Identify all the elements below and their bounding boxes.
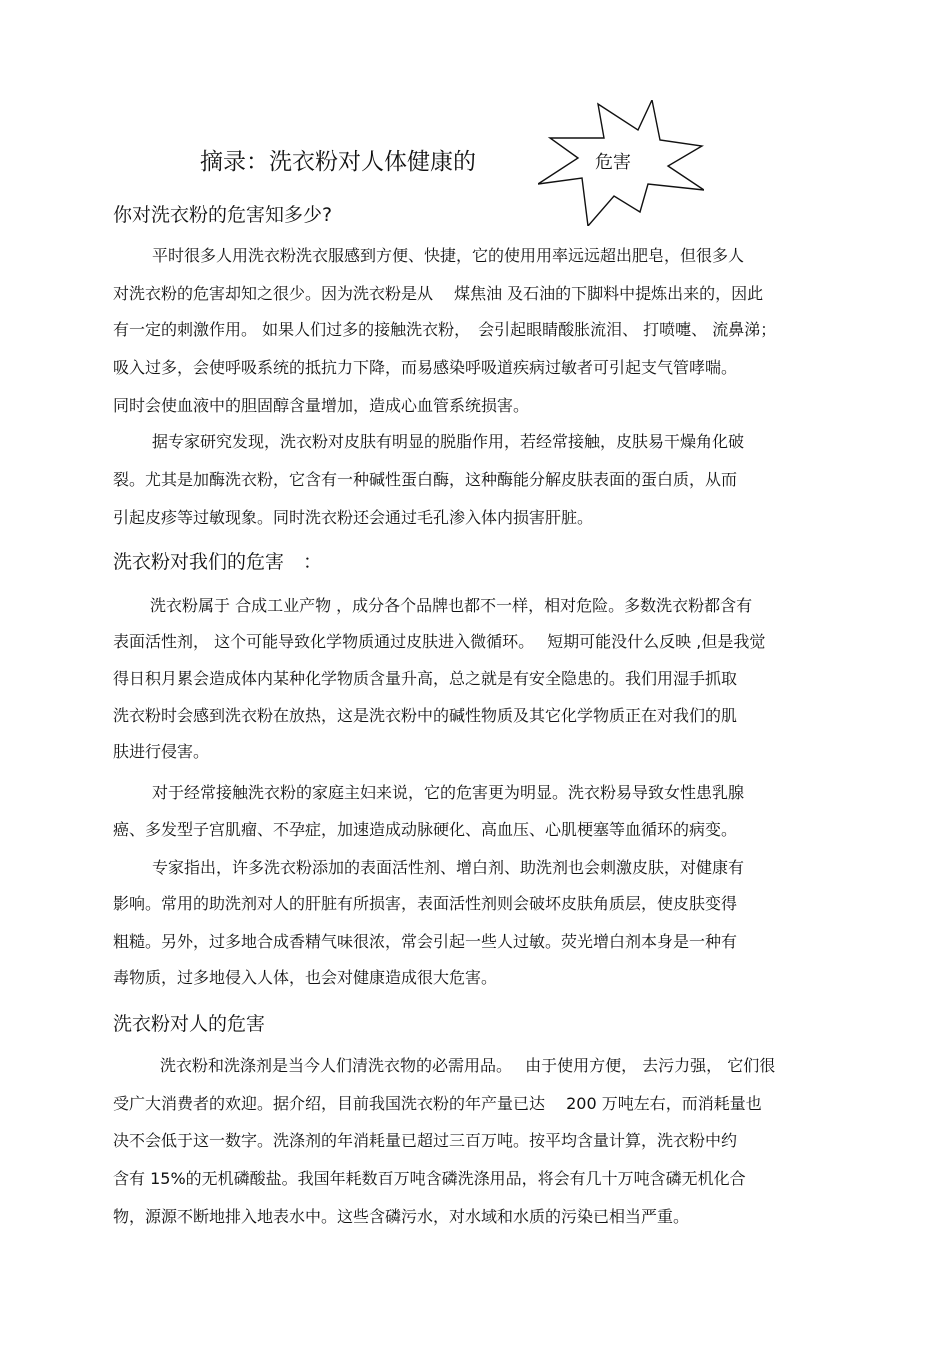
page-title: 摘录：洗衣粉对人体健康的 [200, 149, 476, 175]
text-line: 癌、多发型子宫肌瘤、不孕症，加速造成动脉硬化、高血压、心肌梗塞等血循环的病变。 [113, 820, 738, 839]
text-line: 有一定的刺激作用。 如果人们过多的接触洗衣粉， 会引起眼睛酸胀流泪、 打喷嚏、 流鼻涕； [113, 320, 777, 339]
text-line: 受广大消费者的欢迎。据介绍，目前我国洗衣粉的年产量已达 200 万吨左右，而消耗量也 [113, 1094, 762, 1113]
text-line: 对于经常接触洗衣粉的家庭主妇来说，它的危害更为明显。洗衣粉易导致女性患乳腺 [152, 783, 745, 802]
text-line: 洗衣粉属于 合成工业产物 ，成分各个品牌也都不一样，相对危险。多数洗衣粉都含有 [150, 596, 753, 615]
text-line: 同时会使血液中的胆固醇含量增加，造成心血管系统损害。 [113, 396, 530, 415]
section-heading: 你对洗衣粉的危害知多少? [113, 204, 333, 226]
text-line: 决不会低于这一数字。洗涤剂的年消耗量已超过三百万吨。按平均含量计算，洗衣粉中约 [113, 1131, 738, 1150]
text-line: 得日积月累会造成体内某种化学物质含量升高，总之就是有安全隐患的。我们用湿手抓取 [113, 669, 738, 688]
text-line: 物，源源不断地排入地表水中。这些含磷污水，对水域和水质的污染已相当严重。 [113, 1207, 690, 1226]
text-line: 表面活性剂， 这个可能导致化学物质通过皮肤进入微循环。 短期可能没什么反映 ,但是我觉 [113, 632, 766, 651]
text-line: 吸入过多，会使呼吸系统的抵抗力下降，而易感染呼吸道疾病过敏者可引起支气管哮喘。 [113, 358, 738, 377]
text-line: 据专家研究发现，洗衣粉对皮肤有明显的脱脂作用，若经常接触，皮肤易干燥角化破 [152, 432, 745, 451]
text-line: 洗衣粉和洗涤剂是当今人们清洗衣物的必需用品。 由于使用方便， 去污力强， 它们很 [160, 1056, 776, 1075]
text-line: 对洗衣粉的危害却知之很少。因为洗衣粉是从 煤焦油 及石油的下脚料中提炼出来的，因此 [113, 284, 764, 303]
text-line: 影响。常用的助洗剂对人的肝脏有所损害，表面活性剂则会破坏皮肤角质层，使皮肤变得 [113, 894, 738, 913]
text-line: 平时很多人用洗衣粉洗衣服感到方便、快捷，它的使用用率远远超出肥皂，但很多人 [152, 246, 745, 265]
text-line: 肤进行侵害。 [113, 742, 210, 761]
section-heading: 洗衣粉对我们的危害 ： [113, 551, 323, 573]
text-line: 引起皮疹等过敏现象。同时洗衣粉还会通过毛孔渗入体内损害肝脏。 [113, 508, 594, 527]
text-line: 裂。尤其是加酶洗衣粉，它含有一种碱性蛋白酶，这种酶能分解皮肤表面的蛋白质，从而 [113, 470, 738, 489]
text-line: 毒物质，过多地侵入人体，也会对健康造成很大危害。 [113, 968, 498, 987]
section-heading: 洗衣粉对人的危害 [113, 1013, 266, 1035]
starburst-label: 危害 [595, 152, 631, 173]
text-line: 粗糙。另外，过多地合成香精气味很浓，常会引起一些人过敏。荧光增白剂本身是一种有 [113, 932, 738, 951]
text-line: 专家指出，许多洗衣粉添加的表面活性剂、增白剂、助洗剂也会刺激皮肤，对健康有 [152, 858, 745, 877]
text-line: 洗衣粉时会感到洗衣粉在放热，这是洗衣粉中的碱性物质及其它化学物质正在对我们的肌 [113, 706, 738, 725]
text-line: 含有 15%的无机磷酸盐。我国年耗数百万吨含磷洗涤用品，将会有几十万吨含磷无机化合 [113, 1169, 746, 1188]
